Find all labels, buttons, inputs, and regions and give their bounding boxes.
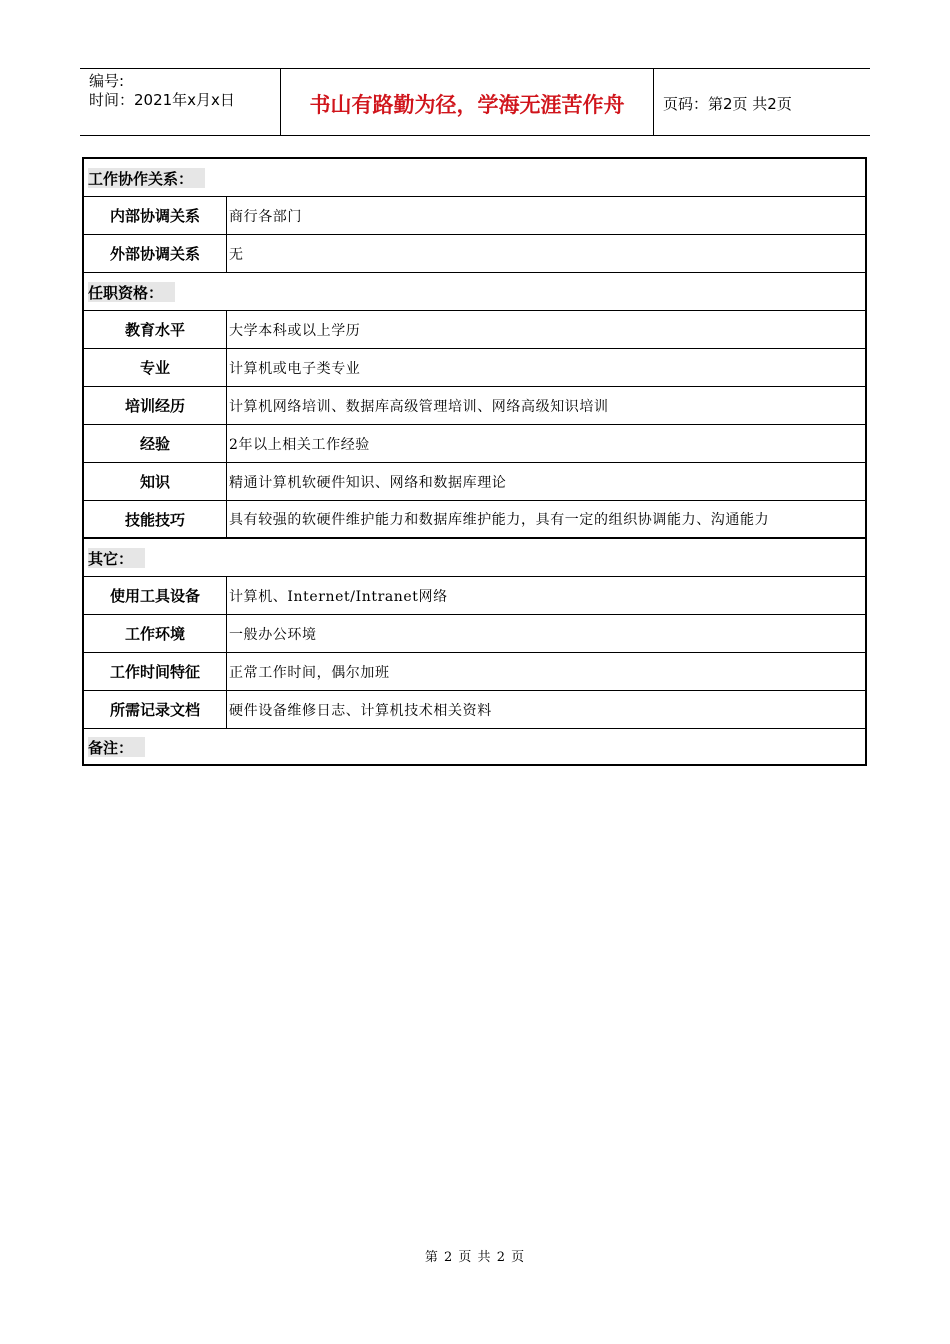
row-value: 正常工作时间，偶尔加班 bbox=[229, 664, 390, 681]
row-label: 工作环境 bbox=[84, 615, 227, 652]
row-value: 2年以上相关工作经验 bbox=[229, 436, 370, 453]
table-row bbox=[84, 615, 865, 653]
row-value: 一般办公环境 bbox=[229, 626, 317, 643]
table-row bbox=[84, 349, 865, 387]
table-row bbox=[84, 235, 865, 273]
header-meta bbox=[80, 69, 281, 135]
row-value: 无 bbox=[229, 246, 244, 263]
row-label: 培训经历 bbox=[84, 387, 227, 424]
table-row bbox=[84, 691, 865, 729]
section-title: 其它： bbox=[88, 548, 145, 568]
table-row bbox=[84, 387, 865, 425]
row-value: 计算机网络培训、数据库高级管理培训、网络高级知识培训 bbox=[229, 398, 609, 415]
section-qualification bbox=[84, 273, 865, 311]
section-title: 工作协作关系： bbox=[88, 168, 205, 188]
number-label: 编号: bbox=[89, 72, 125, 90]
table-row bbox=[84, 653, 865, 691]
row-value: 具有较强的软硬件维护能力和数据库维护能力，具有一定的组织协调能力、沟通能力 bbox=[229, 512, 770, 528]
row-value: 硬件设备维修日志、计算机技术相关资料 bbox=[229, 702, 492, 719]
section-collaboration bbox=[84, 159, 865, 197]
section-title: 备注： bbox=[88, 737, 145, 757]
section-remarks bbox=[84, 729, 865, 764]
row-label: 经验 bbox=[84, 425, 227, 462]
job-description-table bbox=[82, 157, 867, 766]
row-label: 所需记录文档 bbox=[84, 691, 227, 728]
row-value: 精通计算机软硬件知识、网络和数据库理论 bbox=[229, 474, 507, 491]
table-row bbox=[84, 501, 865, 539]
table-row bbox=[84, 311, 865, 349]
table-row bbox=[84, 197, 865, 235]
row-label: 知识 bbox=[84, 463, 227, 500]
header-page-info: 页码：第2页 共2页 bbox=[663, 94, 792, 113]
row-label: 外部协调关系 bbox=[84, 235, 227, 272]
time-label: 时间：2021年x月x日 bbox=[89, 91, 235, 109]
row-value: 商行各部门 bbox=[229, 208, 302, 225]
section-other bbox=[84, 539, 865, 577]
row-value: 大学本科或以上学历 bbox=[229, 322, 361, 339]
row-label: 工作时间特征 bbox=[84, 653, 227, 690]
table-row bbox=[84, 577, 865, 615]
header-motto: 书山有路勤为径，学海无涯苦作舟 bbox=[281, 69, 654, 135]
row-label: 技能技巧 bbox=[84, 501, 227, 537]
row-label: 专业 bbox=[84, 349, 227, 386]
row-value: 计算机或电子类专业 bbox=[229, 360, 361, 377]
row-label: 教育水平 bbox=[84, 311, 227, 348]
page-footer: 第 2 页 共 2 页 bbox=[424, 1250, 526, 1265]
table-row bbox=[84, 425, 865, 463]
row-label: 内部协调关系 bbox=[84, 197, 227, 234]
table-row bbox=[84, 463, 865, 501]
section-title: 任职资格： bbox=[88, 282, 175, 302]
document-header bbox=[80, 68, 870, 136]
row-label: 使用工具设备 bbox=[84, 577, 227, 614]
row-value: 计算机、Internet/Intranet网络 bbox=[229, 588, 448, 605]
